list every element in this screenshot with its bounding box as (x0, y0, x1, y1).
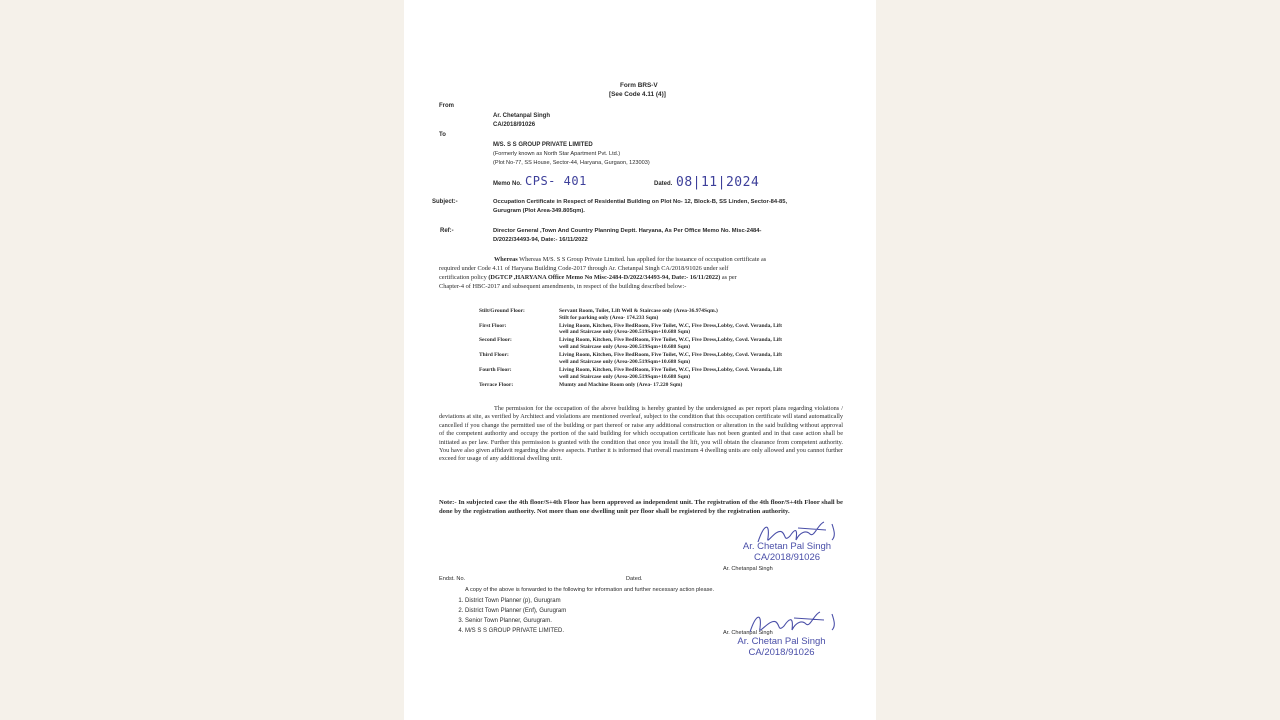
floor-desc (559, 337, 844, 350)
floor-row (479, 367, 844, 380)
cc-list (451, 596, 566, 636)
floor-row (479, 323, 844, 336)
form-code: [See Code 4.11 (4)] (609, 91, 666, 98)
memo-label: Memo No. (493, 181, 522, 187)
memo-date: 08|11|2024 (676, 175, 760, 190)
ref-line2: D/2022/34493-94, Date:- 16/11/2022 (493, 237, 588, 243)
from-reg: CA/2018/91026 (493, 122, 536, 128)
whereas-word: Whereas (494, 256, 518, 263)
architect-stamp-1 (732, 541, 842, 563)
floor-row (479, 337, 844, 350)
to-label: To (439, 132, 446, 138)
architect-stamp-2 (719, 636, 844, 658)
endst-label: Endst. No. (439, 576, 466, 582)
floor-desc-line1: Servant Room, Toilet, Lift Well & Staircase only (Area-36.974Sqm.) (559, 308, 718, 314)
floor-name: Second Floor: (479, 337, 512, 344)
ref-label: Ref:- (440, 228, 454, 234)
intro-line2: required under Code 4.11 of Haryana Building Code-2017 through Ar. Chetanpal Singh CA/2018/91026 under self (439, 265, 729, 272)
subject-line1: Occupation Certificate in Respect of Residential Building on Plot No- 12, Block-B, SS Linden, Sector-84-85, (493, 199, 788, 205)
intro-line3-a: certification policy (439, 274, 489, 281)
floor-desc (559, 352, 844, 365)
from-label: From (439, 103, 454, 109)
cc-item: 2. District Town Planner (Enf), Gurugram (465, 606, 566, 616)
stamp-2-name: Ar. Chetan Pal Singh (737, 636, 826, 647)
floor-row (479, 382, 844, 389)
cc-item: 1. District Town Planner (p), Gurugram (465, 596, 566, 606)
endst-dated: Dated. (626, 576, 643, 582)
ref-line1: Director General ,Town And Country Planning Deptt. Haryana, As Per Office Memo No. Misc-2484- (493, 228, 762, 234)
stamp-1-reg: CA/2018/91026 (753, 552, 821, 563)
note-paragraph: Note:- In subjected case the 4th floor/S+4th Floor has been approved as independent unit. The registration of the 4th floor/S+4th Floor shall be done by the registration authority. Not more than one dwelling unit per floor shall be registered by the registration authority. (439, 499, 843, 515)
floor-name: First Floor: (479, 322, 507, 329)
intro-line3 (439, 274, 737, 281)
intro-line1 (494, 256, 766, 263)
from-name: Ar. Chetanpal Singh (493, 113, 551, 119)
intro-line1-text: Whereas M/S. S S Group Private Limited. has applied for the issuance of occupation certificate as (519, 256, 767, 263)
signer-1-name: Ar. Chetanpal Singh (723, 566, 773, 572)
floor-desc (559, 308, 844, 321)
floor-desc (559, 382, 844, 389)
to-line2: (Formerly known as North Star Apartment Pvt. Ltd.) (493, 151, 621, 157)
floor-desc-line2: well and Staircase only (Area-200.519Sqm+10.688 Sqm) (559, 329, 691, 336)
cc-item: 3. Senior Town Planner, Gurugram. (465, 616, 566, 626)
floor-desc-line2: well and Staircase only (Area-200.519Sqm+10.688 Sqm) (559, 373, 691, 380)
floor-desc-line2: Stilt for parking only (Area- 174.233 Sqm) (559, 314, 659, 321)
subject-line2: Gurugram (Plot Area-349.805qm). (493, 208, 585, 214)
floor-name: Third Floor: (479, 352, 509, 359)
floor-desc-line2: well and Staircase only (Area-200.519Sqm+10.688 Sqm) (559, 358, 691, 365)
floor-desc-line1: Living Room, Kitchen, Five BedRoom, Five Toilet, W.C, Five Dress,Lobby, Covd. Veranda, Lift (559, 352, 782, 359)
floor-desc (559, 367, 844, 380)
to-line1: M/S. S S GROUP PRIVATE LIMITED (493, 142, 593, 148)
stamp-2-reg: CA/2018/91026 (748, 647, 815, 658)
signer-2-name: Ar. Chetanpal Singh (723, 630, 773, 636)
form-title: Form BRS-V (620, 82, 658, 89)
floor-desc-line1: Living Room, Kitchen, Five BedRoom, Five Toilet, W.C, Five Dress,Lobby, Covd. Veranda, Lift (559, 322, 782, 329)
intro-policy-bold: (DGTCP ,HARYANA Office Memo No Misc-2484-D/2022/34493-94, Date:- 16/11/2022) (488, 274, 721, 281)
floor-desc-line1: Mumty and Machine Room only (Area- 17.220 Sqm) (559, 381, 683, 388)
dated-label: Dated. (654, 181, 673, 187)
floor-desc-line1: Living Room, Kitchen, Five BedRoom, Five Toilet, W.C, Five Dress,Lobby, Covd. Veranda, Lift (559, 366, 782, 373)
to-line3: (Plot No-77, SS House, Sector-44, Haryana, Gurgaon, 123003) (493, 160, 650, 166)
cc-item: 4. M/S S S GROUP PRIVATE LIMITED. (465, 626, 566, 636)
floor-name: Stilt/Ground Floor: (479, 308, 525, 314)
document-page (404, 0, 876, 720)
floor-name: Fourth Floor: (479, 366, 512, 373)
intro-line3-c: as per (720, 274, 737, 281)
intro-line4: Chapter-4 of HBC-2017 and subsequent amendments, in respect of the building described below:- (439, 283, 687, 290)
stamp-1-name: Ar. Chetan Pal Singh (742, 541, 832, 552)
floor-desc (559, 323, 844, 336)
signature-2-icon (744, 606, 844, 640)
floor-name: Terrace Floor: (479, 381, 514, 388)
copy-forward-line: A copy of the above is forwarded to the following for information and further necessary action please. (465, 587, 715, 593)
memo-number: CPS- 401 (525, 174, 587, 188)
floor-table (479, 308, 844, 390)
floor-row (479, 352, 844, 365)
subject-label: Subject:- (432, 199, 458, 205)
floor-desc-line1: Living Room, Kitchen, Five BedRoom, Five Toilet, W.C, Five Dress,Lobby, Covd. Veranda, Lift (559, 337, 782, 344)
floor-desc-line2: well and Staircase only (Area-200.519Sqm+10.688 Sqm) (559, 344, 691, 351)
floor-row (479, 308, 844, 321)
permission-paragraph: The permission for the occupation of the above building is hereby granted by the undersigned as per report plans regarding violations / deviations at site, as verified by Architect and violations are mentioned overleaf, subject to the condition that this occupation certificate will stand automatically cancelled if you change the permitted use of the building or part thereof or raise any additional construction or alteration in the said building without approval of the competent authority and occupy the portion of the said building for which occupation certificate has not been granted and in that case action shall be initiated as per law. Further this permission is granted with the condition that once you install the lift, you will obtain the clearance from competent authority. You have also given affidavit regarding the above aspects. Further it is informed that overall maximum 4 dwelling units are only allowed and you cannot further exceed for usage of any additional dwelling unit. (439, 405, 843, 463)
